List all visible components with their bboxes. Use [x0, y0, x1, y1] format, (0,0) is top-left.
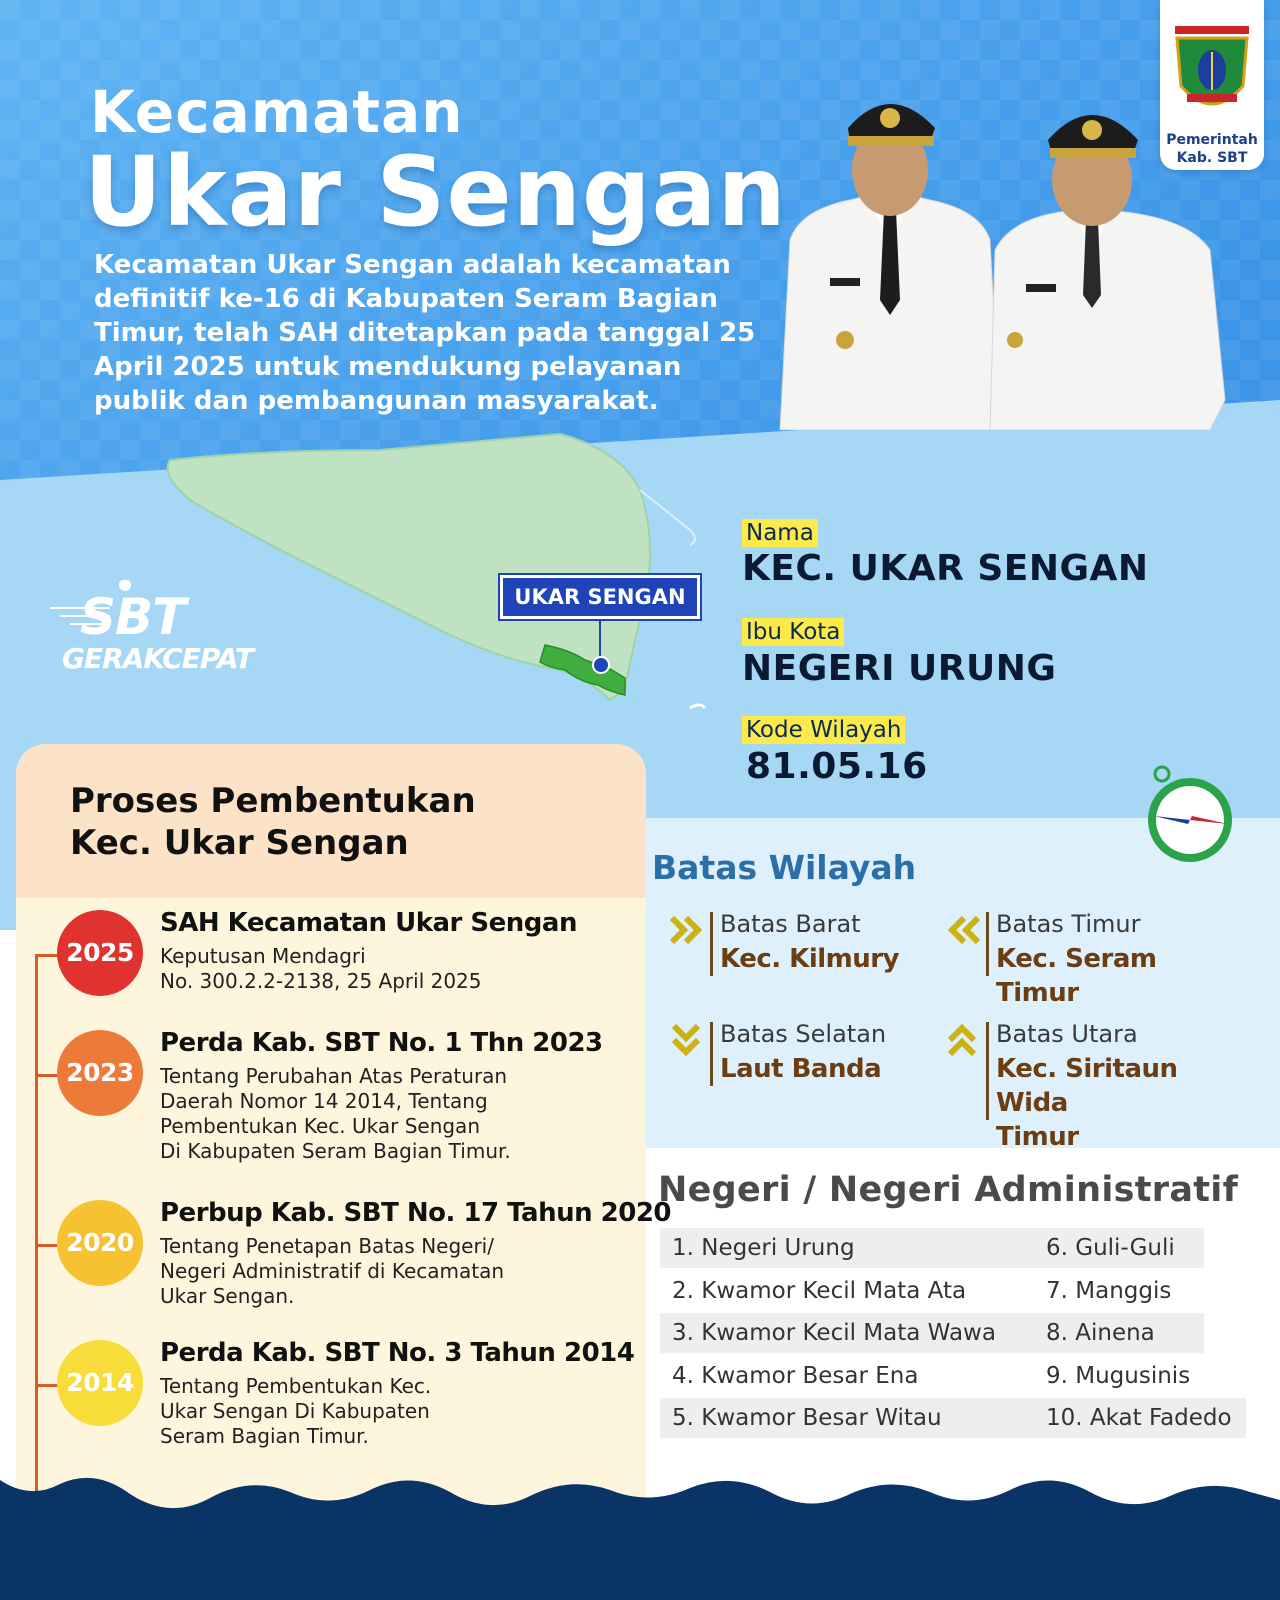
boundary-divider [710, 912, 713, 976]
chevron-right-icon [668, 910, 706, 950]
logo-caption-line1: Pemerintah [1166, 132, 1258, 148]
brand-sub: GERAKCEPAT [62, 642, 253, 675]
timeline-year-badge: 2025 [57, 910, 143, 996]
boundary-label: Batas Selatan [720, 1020, 887, 1048]
boundary-divider [986, 1022, 989, 1120]
timeline-heading: Perbup Kab. SBT No. 17 Tahun 2020 [160, 1198, 672, 1228]
list-item: 6. Guli-Guli [1046, 1235, 1175, 1261]
boundary-label: Batas Timur [996, 910, 1141, 938]
list-item: 5. Kwamor Besar Witau [672, 1405, 942, 1431]
boundary-value: Kec. Seram Timur [996, 944, 1157, 1008]
logo-caption-line2: Kab. SBT [1176, 150, 1248, 166]
chevron-down-icon [668, 1020, 706, 1060]
list-item: 7. Manggis [1046, 1277, 1172, 1304]
list-item: 1. Negeri Urung [672, 1235, 855, 1261]
timeline-description: Tentang Pembentukan Kec. Ukar Sengan Di Kabupaten Seram Bagian Timur. [160, 1374, 432, 1448]
list-item: 3. Kwamor Kecil Mata Wawa [672, 1320, 996, 1346]
info-nama-label: Nama [742, 519, 818, 547]
list-item: 9. Mugusinis [1046, 1362, 1191, 1389]
boundary-label: Batas Barat [720, 910, 861, 938]
timeline-description: Tentang Penetapan Batas Negeri/ Negeri Administratif di Kecamatan Ukar Sengan. [160, 1234, 505, 1308]
timeline-heading: SAH Kecamatan Ukar Sengan [160, 908, 577, 938]
list-item: 2. Kwamor Kecil Mata Ata [672, 1277, 967, 1304]
boundary-divider [986, 912, 989, 976]
timeline-year-badge: 2023 [57, 1030, 143, 1116]
process-title-line1: Proses Pembentukan [70, 781, 476, 821]
timeline-year-badge: 2014 [57, 1340, 143, 1426]
process-title [70, 780, 476, 864]
boundary-label: Batas Utara [996, 1020, 1138, 1048]
header-intro: Kecamatan Ukar Sengan adalah kecamatan definitif ke-16 di Kabupaten Seram Bagian Timur, telah SAH ditetapkan pada tanggal 25 April 2025 untuk mendukung pelayanan publik dan pembangunan masyarakat. [94, 250, 756, 416]
brand-main: SBT [80, 588, 186, 646]
info-kode-value: 81.05.16 [746, 746, 928, 787]
chevron-left-icon [944, 910, 982, 950]
boundary-value: Kec. Siritaun Wida Timur [996, 1054, 1178, 1152]
negeri-title: Negeri / Negeri Administratif [658, 1170, 1239, 1210]
timeline-line [35, 955, 38, 1500]
process-header [16, 744, 646, 898]
timeline-description: Keputusan Mendagri No. 300.2.2-2138, 25 April 2025 [160, 944, 482, 993]
timeline-description: Tentang Perubahan Atas Peraturan Daerah Nomor 14 2014, Tentang Pembentukan Kec. Ukar Sengan Di Kabupaten Seram Bagian Timur. [160, 1064, 511, 1163]
compass-icon [1140, 760, 1240, 870]
process-title-line2: Kec. Ukar Sengan [70, 823, 409, 863]
batas-title: Batas Wilayah [652, 848, 917, 887]
timeline-heading: Perda Kab. SBT No. 1 Thn 2023 [160, 1028, 603, 1058]
boundary-value: Kec. Kilmury [720, 944, 900, 974]
timeline-heading: Perda Kab. SBT No. 3 Tahun 2014 [160, 1338, 635, 1368]
timeline-year-badge: 2020 [57, 1200, 143, 1286]
government-logo-badge [1160, 0, 1264, 170]
chevron-up-icon [944, 1020, 982, 1060]
header-kicker: Kecamatan [90, 78, 464, 146]
map-pin-icon [593, 657, 609, 673]
info-ibukota-value: NEGERI URUNG [742, 648, 1057, 689]
info-nama-value: KEC. UKAR SENGAN [742, 548, 1149, 589]
list-item: 4. Kwamor Besar Ena [672, 1362, 919, 1389]
page-title: Ukar Sengan [84, 136, 787, 248]
official-left [780, 104, 1000, 430]
regency-emblem-icon [1173, 26, 1251, 126]
wave-footer [0, 1470, 1280, 1600]
boundary-value: Laut Banda [720, 1054, 882, 1084]
info-kode-label: Kode Wilayah [742, 716, 905, 744]
info-ibukota-label: Ibu Kota [742, 618, 844, 646]
map-district-label: UKAR SENGAN [500, 575, 700, 619]
list-item: 10. Akat Fadedo [1046, 1405, 1232, 1431]
boundary-divider [710, 1022, 713, 1086]
list-item: 8. Ainena [1046, 1320, 1155, 1346]
